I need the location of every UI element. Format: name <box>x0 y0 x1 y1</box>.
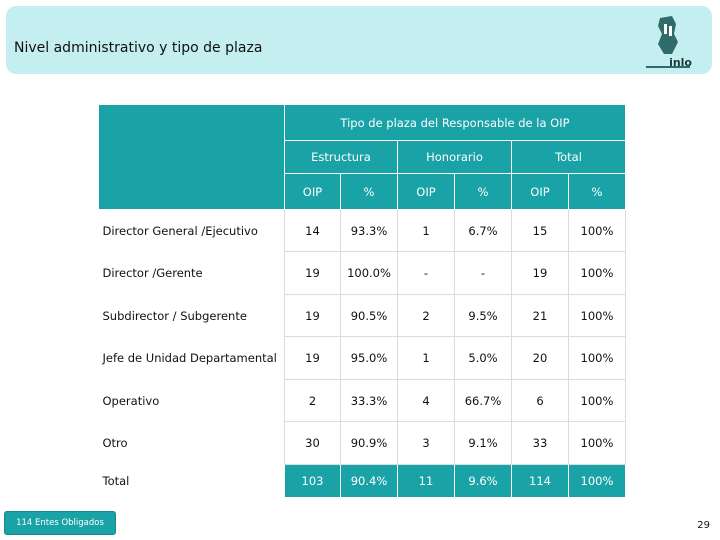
table-cell: 100% <box>569 337 626 380</box>
total-label: Total <box>99 465 285 498</box>
table-cell: 19 <box>285 295 341 337</box>
table-cell: 9.5% <box>455 295 512 337</box>
page-number: 29 <box>697 520 710 531</box>
table-row <box>99 380 626 422</box>
table-cell: 19 <box>512 252 569 295</box>
subheader-oip: OIP <box>398 174 455 210</box>
group-header-total: Total <box>512 141 626 174</box>
table-cell: 19 <box>285 337 341 380</box>
table-row <box>99 210 626 252</box>
table-cell: 1 <box>398 210 455 252</box>
table-cell: 100% <box>569 380 626 422</box>
table-cell: 3 <box>398 422 455 465</box>
subheader-oip: OIP <box>285 174 341 210</box>
total-cell: 9.6% <box>455 465 512 498</box>
header-banner <box>6 6 712 74</box>
table-cell: 90.9% <box>341 422 398 465</box>
table-cell: 100.0% <box>341 252 398 295</box>
table-cell: 15 <box>512 210 569 252</box>
table-cell: - <box>398 252 455 295</box>
entities-badge: 114 Entes Obligados <box>4 511 116 535</box>
table-cell: 20 <box>512 337 569 380</box>
table-top-header: Tipo de plaza del Responsable de la OIP <box>285 105 626 141</box>
table-row <box>99 252 626 295</box>
group-header-estructura: Estructura <box>285 141 398 174</box>
row-label: Director /Gerente <box>99 252 285 295</box>
logo-text: inlo <box>669 56 692 69</box>
table-row <box>99 337 626 380</box>
table-cell: 33.3% <box>341 380 398 422</box>
table-cell: 1 <box>398 337 455 380</box>
table-cell: 14 <box>285 210 341 252</box>
table-corner <box>99 105 285 210</box>
table-cell: 33 <box>512 422 569 465</box>
row-label: Subdirector / Subgerente <box>99 295 285 337</box>
row-label: Otro <box>99 422 285 465</box>
subheader-pct: % <box>341 174 398 210</box>
total-cell: 11 <box>398 465 455 498</box>
table-cell: 4 <box>398 380 455 422</box>
table-cell: 93.3% <box>341 210 398 252</box>
table-cell: 100% <box>569 422 626 465</box>
table-cell: 6.7% <box>455 210 512 252</box>
row-label: Jefe de Unidad Departamental <box>99 337 285 380</box>
data-table <box>98 104 626 498</box>
row-label: Operativo <box>99 380 285 422</box>
table-cell: 19 <box>285 252 341 295</box>
group-header-honorario: Honorario <box>398 141 512 174</box>
table-cell: 66.7% <box>455 380 512 422</box>
table-cell: 30 <box>285 422 341 465</box>
total-cell: 100% <box>569 465 626 498</box>
row-label: Director General /Ejecutivo <box>99 210 285 252</box>
subheader-pct: % <box>569 174 626 210</box>
table-cell: 100% <box>569 210 626 252</box>
table-cell: 2 <box>285 380 341 422</box>
table-cell: 5.0% <box>455 337 512 380</box>
table-cell: 90.5% <box>341 295 398 337</box>
subheader-oip: OIP <box>512 174 569 210</box>
table-cell: 2 <box>398 295 455 337</box>
total-cell: 90.4% <box>341 465 398 498</box>
table-cell: 6 <box>512 380 569 422</box>
table-row <box>99 422 626 465</box>
page-title: Nivel administrativo y tipo de plaza <box>14 40 263 56</box>
table-cell: 9.1% <box>455 422 512 465</box>
table-cell: 100% <box>569 295 626 337</box>
table-cell: 21 <box>512 295 569 337</box>
table-row <box>99 295 626 337</box>
table-cell: - <box>455 252 512 295</box>
table-cell: 100% <box>569 252 626 295</box>
total-cell: 103 <box>285 465 341 498</box>
table-total-row <box>99 465 626 498</box>
total-cell: 114 <box>512 465 569 498</box>
table-cell: 95.0% <box>341 337 398 380</box>
subheader-pct: % <box>455 174 512 210</box>
